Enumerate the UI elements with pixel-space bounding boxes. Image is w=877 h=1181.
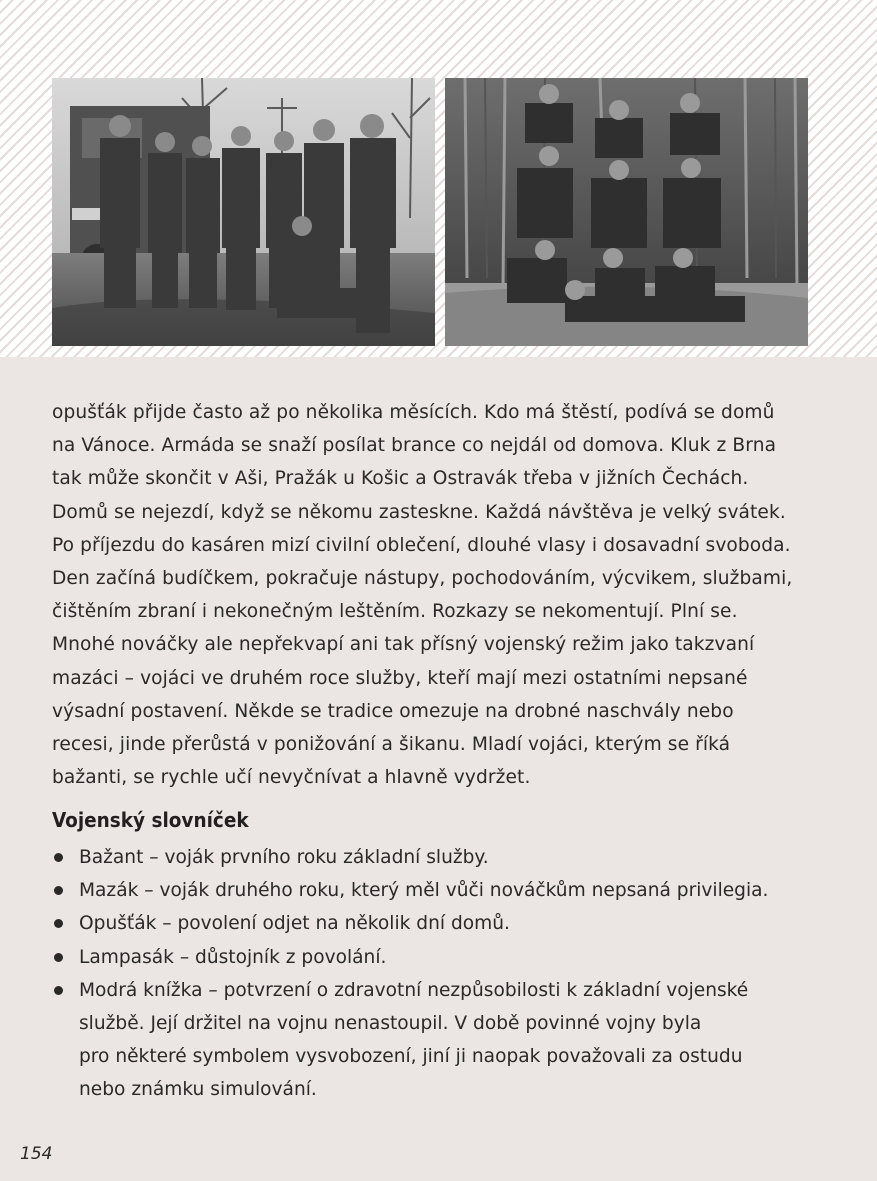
body-line: Mnohé nováčky ale nepřekvapí ani tak přísný vojenský režim jako takzvaní bbox=[52, 634, 755, 656]
glossary-item-text: Mazák – voják druhého roku, který měl vůči nováčkům nepsaná privilegia. bbox=[79, 880, 769, 902]
body-line: mazáci – vojáci ve druhém roce služby, kteří mají mezi ostatními nepsané bbox=[52, 667, 748, 689]
glossary-item bbox=[52, 907, 852, 940]
bullet-icon bbox=[54, 853, 63, 862]
bullet-icon bbox=[54, 919, 63, 928]
glossary-item-text: Modrá knížka – potvrzení o zdravotní nezpůsobilosti k základní vojenské bbox=[79, 979, 749, 1001]
body-line: výsadní postavení. Někde se tradice omezuje na drobné naschvály nebo bbox=[52, 700, 734, 722]
photo-right-illustration bbox=[445, 78, 808, 346]
glossary-item bbox=[52, 974, 852, 1107]
photo-soldiers-human-pyramid bbox=[445, 78, 808, 346]
page-number: 154 bbox=[20, 1144, 53, 1164]
bullet-icon bbox=[54, 986, 63, 995]
glossary-item bbox=[52, 874, 852, 907]
body-line: opušťák přijde často až po několika měsících. Kdo má štěstí, podívá se domů bbox=[52, 402, 775, 423]
glossary-item bbox=[52, 841, 852, 874]
body-line: recesi, jinde přerůstá v ponižování a šikanu. Mladí vojáci, kterým se říká bbox=[52, 734, 731, 756]
body-line: Domů se nejezdí, když se někomu zasteskne. Každá návštěva je velký svátek. bbox=[52, 501, 786, 523]
body-line: čištěním zbraní i nekonečným leštěním. Rozkazy se nekomentují. Plní se. bbox=[52, 601, 738, 623]
glossary-title: Vojenský slovníček bbox=[52, 808, 249, 832]
glossary-list bbox=[52, 841, 852, 1107]
body-line: Po příjezdu do kasáren mizí civilní oblečení, dlouhé vlasy i dosavadní svoboda. bbox=[52, 534, 791, 556]
photo-soldiers-standing-by-truck bbox=[52, 78, 435, 346]
body-line: na Vánoce. Armáda se snaží posílat brance co nejdál od domova. Kluk z Brna bbox=[52, 435, 777, 457]
photo-left-illustration bbox=[52, 78, 435, 346]
bullet-icon bbox=[54, 886, 63, 895]
glossary-item-text: službě. Její držitel na vojnu nenastoupil. V době povinné vojny byla bbox=[79, 1013, 702, 1035]
body-text bbox=[52, 396, 842, 794]
glossary-item-text: nebo známku simulování. bbox=[79, 1079, 317, 1101]
glossary-item-text: pro některé symbolem vysvobození, jiní ji naopak považovali za ostudu bbox=[79, 1046, 743, 1068]
glossary-item-text: Opušťák – povolení odjet na několik dní domů. bbox=[79, 913, 510, 935]
body-line: bažanti, se rychle učí nevyčnívat a hlavně vydržet. bbox=[52, 767, 531, 789]
body-line: Den začíná budíčkem, pokračuje nástupy, pochodováním, výcvikem, službami, bbox=[52, 568, 793, 590]
bullet-icon bbox=[54, 953, 63, 962]
body-line: tak může skončit v Aši, Pražák u Košic a Ostravák třeba v jižních Čechách. bbox=[52, 468, 749, 490]
glossary-item-text: Lampasák – důstojník z povolání. bbox=[79, 946, 387, 968]
glossary-item bbox=[52, 941, 852, 974]
glossary-item-text: Bažant – voják prvního roku základní služby. bbox=[79, 847, 489, 868]
